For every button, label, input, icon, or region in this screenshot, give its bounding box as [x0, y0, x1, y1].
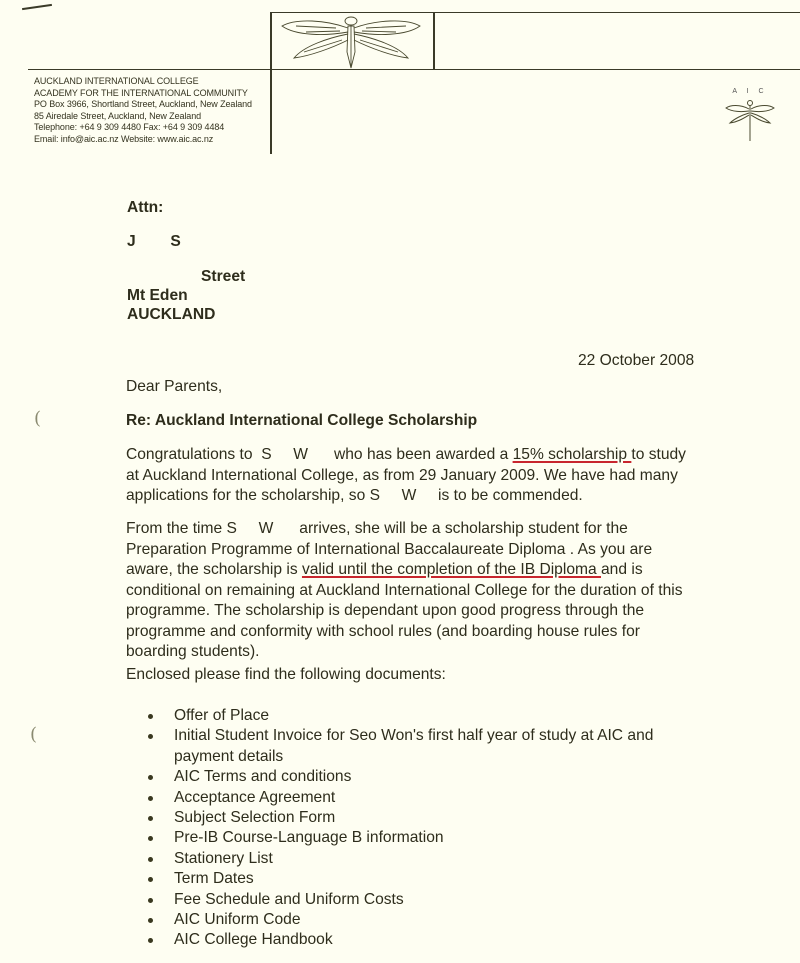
scholarship-validity: valid until the completion of the IB Diploma: [301, 561, 601, 578]
paragraph-2: [126, 519, 683, 663]
para2-line: [126, 560, 683, 581]
list-item: Initial Student Invoice for Seo Won's first half year of study at AIC and payment details: [148, 726, 694, 767]
para1-line: applications for the scholarship, so S W is to be commended.: [126, 487, 583, 504]
dragonfly-icon: [722, 95, 778, 143]
aic-mark: [722, 88, 778, 148]
dragonfly-logo-icon: [276, 12, 426, 70]
list-item: Stationery List: [148, 849, 694, 869]
letter-date: 22 October 2008: [578, 352, 695, 369]
para2-line: programme and conformity with school rules (and boarding house rules for: [126, 622, 640, 640]
header-vertical-left: [270, 12, 272, 154]
para2-line: Preparation Programme of International Baccalaureate Diploma . As you are: [126, 540, 653, 558]
header-vertical-right: [433, 12, 435, 70]
para2-text: and is: [601, 561, 643, 578]
para2-text: aware, the scholarship is: [126, 561, 302, 578]
letterhead-line: AUCKLAND INTERNATIONAL COLLEGE: [34, 76, 199, 86]
salutation: Dear Parents,: [126, 378, 223, 395]
list-item: Fee Schedule and Uniform Costs: [148, 890, 694, 910]
documents-list: [148, 706, 694, 951]
recipient-name: J S: [127, 233, 181, 250]
letterhead: [34, 76, 270, 145]
list-item: Pre-IB Course-Language B information: [148, 828, 694, 848]
para1-text: Congratulations to S W who has been awarded a: [126, 446, 513, 463]
para1-line: at Auckland International College, as from 29 January 2009. We have had many: [126, 466, 678, 484]
letterhead-line: Telephone: +64 9 309 4480 Fax: +64 9 309 4484: [34, 122, 225, 132]
enclosed-intro: Enclosed please find the following documents:: [126, 666, 446, 683]
para2-line: From the time S W arrives, she will be a scholarship student for the: [126, 520, 628, 537]
recipient-street: Street: [201, 268, 246, 285]
corner-mark: [22, 4, 52, 10]
attn-label: Attn:: [127, 199, 164, 216]
paragraph-1: [126, 445, 686, 507]
recipient-suburb: Mt Eden: [127, 287, 188, 304]
list-item: Acceptance Agreement: [148, 788, 694, 808]
letterhead-line: PO Box 3966, Shortland Street, Auckland, New Zealand: [34, 99, 252, 109]
list-item: AIC Uniform Code: [148, 910, 694, 930]
letterhead-line: ACADEMY FOR THE INTERNATIONAL COMMUNITY: [34, 87, 248, 98]
aic-mark-label: A I C: [732, 88, 768, 95]
para1-line: [126, 445, 686, 466]
scholarship-percent: 15% scholarship: [512, 446, 632, 463]
para2-line: boarding students).: [126, 643, 260, 660]
list-item: Subject Selection Form: [148, 808, 694, 828]
letterhead-line: Email: info@aic.ac.nz Website: www.aic.ac.nz: [34, 133, 214, 144]
list-item: AIC Terms and conditions: [148, 767, 694, 787]
para2-line: conditional on remaining at Auckland International College for the duration of this: [126, 581, 683, 599]
list-item: AIC College Handbook: [148, 930, 694, 950]
recipient-city: AUCKLAND: [127, 306, 216, 323]
letterhead-line: 85 Airedale Street, Auckland, New Zealand: [34, 110, 202, 121]
margin-mark: (: [34, 408, 42, 429]
margin-mark: (: [30, 724, 38, 745]
para2-line: programme. The scholarship is dependant upon good progress through the: [126, 602, 645, 619]
para1-text: to study: [631, 446, 686, 463]
subject-line: Re: Auckland International College Scholarship: [126, 412, 478, 429]
list-item: Offer of Place: [148, 706, 694, 726]
list-item: Term Dates: [148, 869, 694, 889]
